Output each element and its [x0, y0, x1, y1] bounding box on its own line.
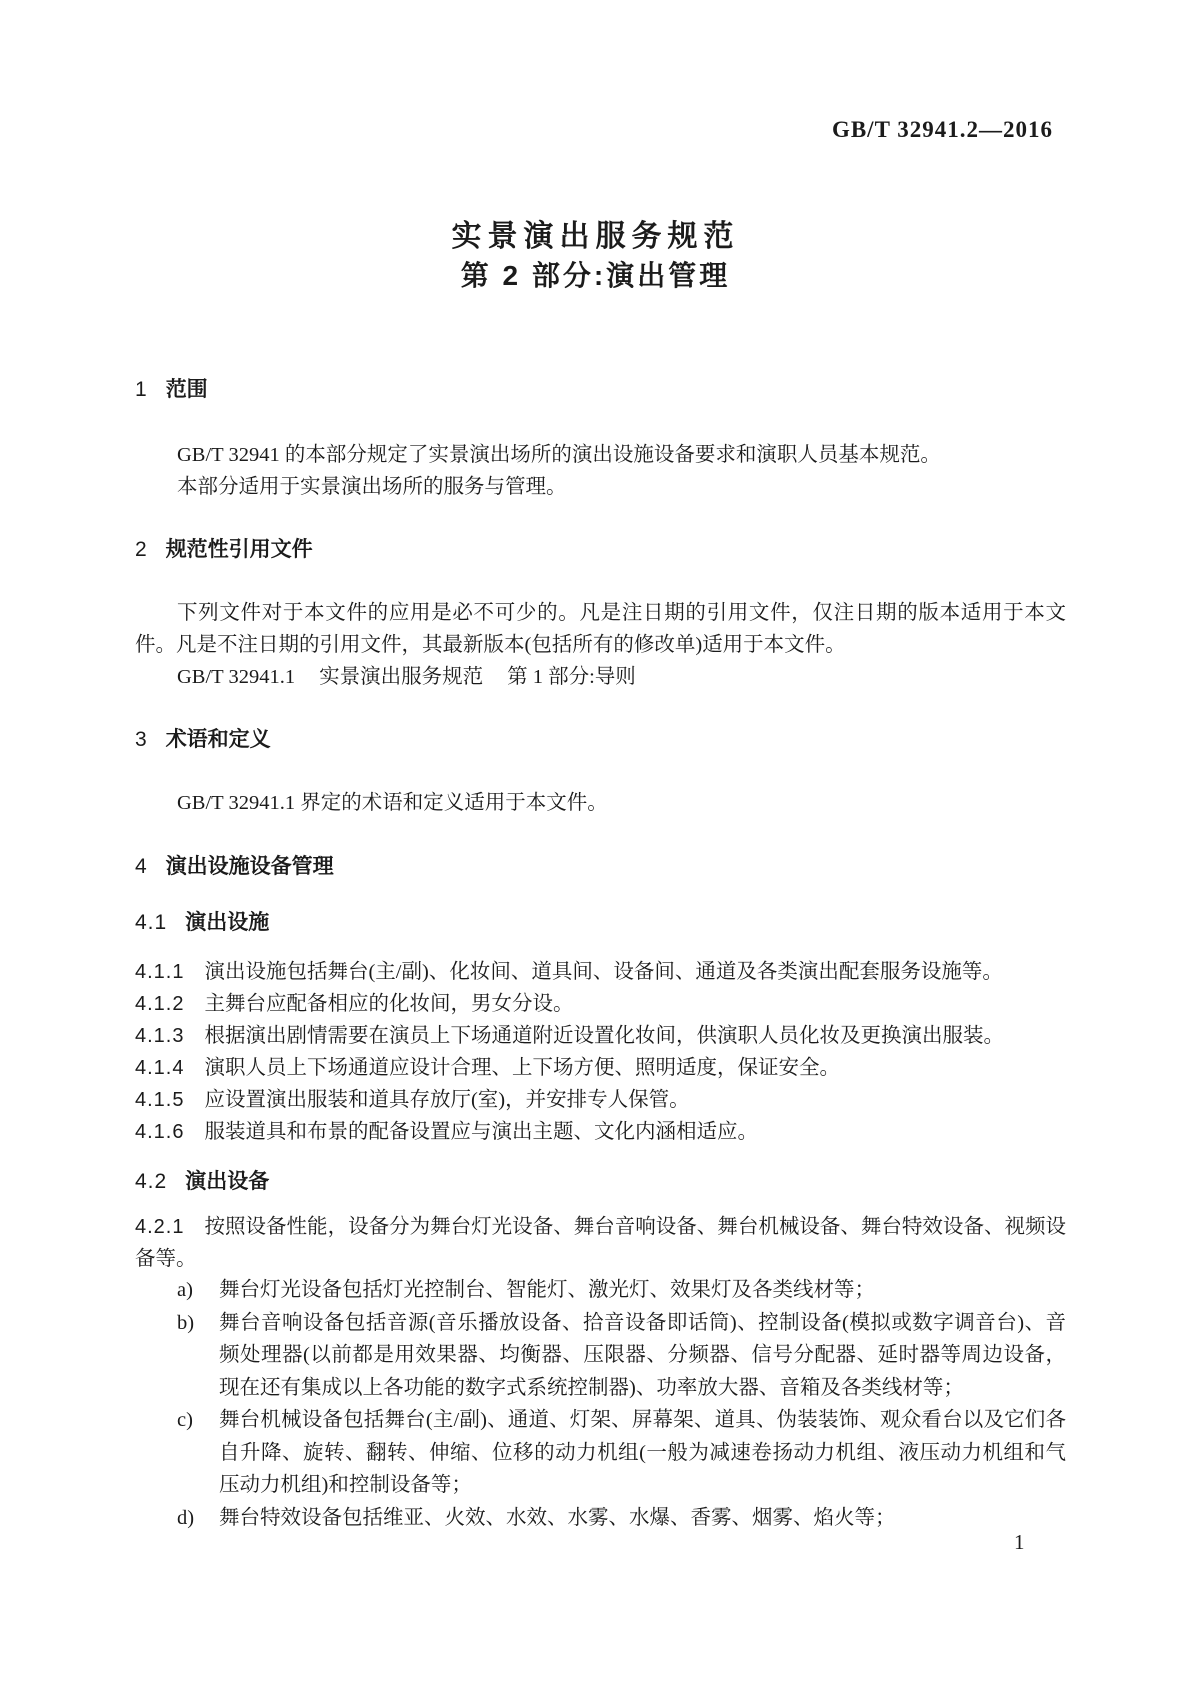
list-item-text: 舞台特效设备包括维亚、火效、水效、水雾、水爆、香雾、烟雾、焰火等； — [219, 1506, 896, 1529]
list-item-label: c) — [177, 1409, 193, 1431]
clause-number: 4.1.2 — [135, 993, 185, 1015]
clause-text: 按照设备性能，设备分为舞台灯光设备、舞台音响设备、舞台机械设备、舞台特效设备、视频设备等。 — [135, 1216, 1066, 1270]
subsection-heading-facilities — [135, 910, 1066, 936]
reference-title: 实景演出服务规范 — [319, 666, 484, 688]
list-item-text: 舞台音响设备包括音源(音乐播放设备、拾音设备即话筒)、控制设备(模拟或数字调音台)、音频处理器(以前都是用效果器、均衡器、压限器、分频器、信号分配器、延时器等周边设备，现在还有集成以上各功能的数字式系统控制器)、功率放大器、音箱及各类线材等； — [219, 1311, 1066, 1399]
section-title: 规范性引用文件 — [165, 538, 313, 561]
clause-number: 4.1.4 — [135, 1057, 185, 1079]
list-item-label: d) — [177, 1506, 195, 1529]
list-item-text: 舞台灯光设备包括灯光控制台、智能灯、激光灯、效果灯及各类线材等； — [219, 1279, 875, 1301]
clause — [135, 1211, 1066, 1275]
clause — [135, 956, 1066, 988]
clause-text: 主舞台应配备相应的化妆间，男女分设。 — [204, 993, 574, 1015]
list-item-label: a) — [177, 1279, 193, 1301]
section-number: 1 — [135, 378, 148, 401]
paragraph: 下列文件对于本文件的应用是必不可少的。凡是注日期的引用文件，仅注日期的版本适用于本文件。凡是不注日期的引用文件，其最新版本(包括所有的修改单)适用于本文件。 — [135, 602, 1066, 656]
page-number: 1 — [1014, 1530, 1025, 1554]
clause-number: 4.2.1 — [135, 1216, 185, 1238]
clause-4-2-1 — [135, 1211, 1066, 1275]
subsection-title: 演出设施 — [185, 911, 270, 934]
clause — [135, 1084, 1066, 1116]
paragraph: GB/T 32941.1 界定的术语和定义适用于本文件。 — [177, 792, 608, 814]
section-title: 范围 — [165, 378, 208, 401]
list-item — [135, 1274, 1066, 1307]
section-heading-normative-references — [135, 537, 1066, 563]
clause-text: 服装道具和布景的配备设置应与演出主题、文化内涵相适应。 — [204, 1121, 758, 1143]
section-number: 2 — [135, 538, 148, 561]
clause — [135, 1116, 1066, 1148]
standard-code: GB/T 32941.2—2016 — [831, 117, 1053, 142]
section-number: 3 — [135, 728, 148, 751]
subsection-number: 4.2 — [135, 1170, 168, 1193]
clause-text: 根据演出剧情需要在演员上下场通道附近设置化妆间，供演职人员化妆及更换演出服装。 — [204, 1025, 1004, 1047]
subsection-heading-equipment — [135, 1169, 1066, 1195]
clause-number: 4.1.6 — [135, 1121, 185, 1143]
list-item-text: 舞台机械设备包括舞台(主/副)、通道、灯架、屏幕架、道具、伪装装饰、观众看台以及它们各自升降、旋转、翻转、伸缩、位移的动力机组(一般为减速卷扬动力机组、液压动力机组和气压动力机组)和控制设备等； — [219, 1409, 1066, 1496]
equipment-type-list — [135, 1274, 1066, 1534]
paragraph: GB/T 32941 的本部分规定了实景演出场所的演出设施设备要求和演职人员基本规范。 — [177, 444, 941, 466]
clause-number: 4.1.5 — [135, 1089, 185, 1111]
clause-number: 4.1.1 — [135, 961, 185, 983]
clause-text: 应设置演出服装和道具存放厅(室)，并安排专人保管。 — [204, 1089, 690, 1111]
subsection-title: 演出设备 — [185, 1170, 270, 1193]
subsection-number: 4.1 — [135, 911, 168, 934]
document-title-block — [0, 220, 1191, 293]
clause-text: 演出设施包括舞台(主/副)、化妆间、道具间、设备间、通道及各类演出配套服务设施等。 — [204, 961, 1003, 983]
section-number: 4 — [135, 855, 148, 878]
section-heading-scope — [135, 377, 1066, 403]
section-title: 演出设施设备管理 — [165, 855, 334, 878]
list-item — [135, 1404, 1066, 1502]
clause — [135, 1020, 1066, 1052]
section-heading-facility-equipment — [135, 854, 1066, 880]
section-normative-references-body — [135, 597, 1066, 693]
reference-part: 第 1 部分:导则 — [507, 666, 636, 688]
list-item-label: b) — [177, 1311, 195, 1334]
clause — [135, 1052, 1066, 1084]
clause-number: 4.1.3 — [135, 1025, 185, 1047]
document-title: 实景演出服务规范 — [451, 220, 740, 253]
document-subtitle: 第 2 部分:演出管理 — [460, 260, 731, 291]
paragraph: 本部分适用于实景演出场所的服务与管理。 — [177, 476, 567, 498]
section-heading-terms — [135, 727, 1066, 753]
clause-text: 演职人员上下场通道应设计合理、上下场方便、照明适度，保证安全。 — [204, 1057, 840, 1079]
list-item — [135, 1307, 1066, 1405]
section-terms-body — [135, 787, 1066, 819]
clause — [135, 988, 1066, 1020]
subsection-facilities-clauses — [135, 956, 1066, 1148]
section-title: 术语和定义 — [165, 728, 271, 751]
reference-code: GB/T 32941.1 — [177, 666, 296, 688]
normative-reference — [135, 661, 1066, 693]
list-item — [135, 1502, 1066, 1535]
section-scope-body — [135, 439, 1066, 503]
